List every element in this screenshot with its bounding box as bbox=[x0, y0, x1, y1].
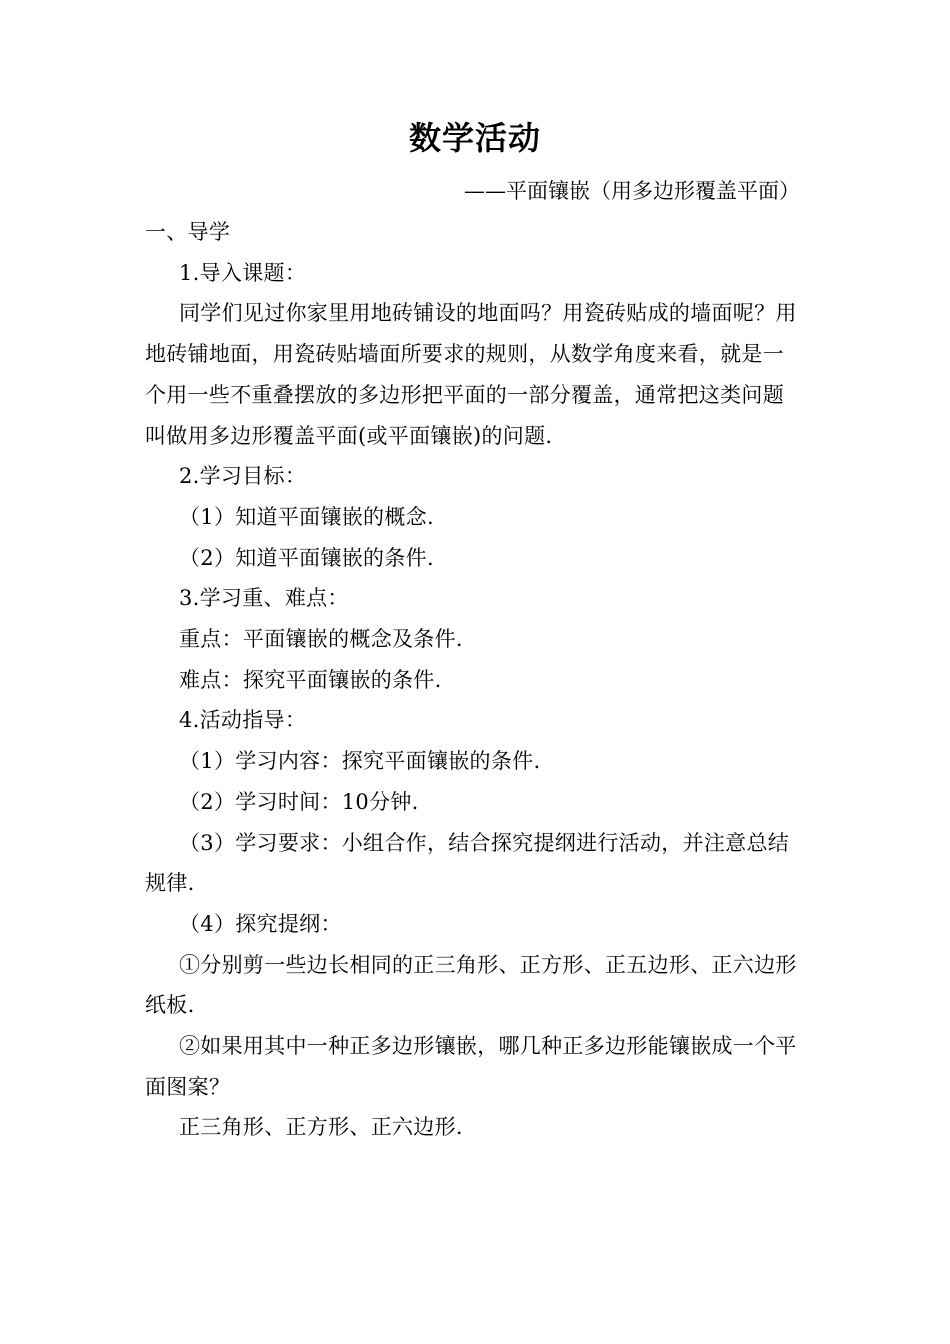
paragraph-guidance-content: （1）学习内容：探究平面镶嵌的条件. bbox=[179, 749, 541, 774]
paragraph-objective-2: （2）知道平面镶嵌的条件. bbox=[179, 545, 434, 570]
paragraph-objective-1: （1）知道平面镶嵌的概念. bbox=[179, 504, 434, 529]
paragraph-intro-text: 同学们见过你家里用地砖铺设的地面吗？用瓷砖贴成的墙面呢？用地砖铺地面，用瓷砖贴墙面所要求的规则，从数学角度来看，就是一个用一些不重叠摆放的多边形把平面的一部分覆盖，通常把这类问题叫做用多边形覆盖平面(或平面镶嵌)的问题. bbox=[145, 301, 797, 448]
paragraph-objectives-heading: 2.学习目标： bbox=[179, 464, 307, 489]
paragraph-outline-step-1: ①分别剪一些边长相同的正三角形、正方形、正五边形、正六边形纸板. bbox=[145, 952, 797, 1018]
paragraph-answer: 正三角形、正方形、正六边形. bbox=[179, 1115, 463, 1140]
section-heading: 一、导学 bbox=[145, 220, 231, 244]
paragraph-outline-step-2: ②如果用其中一种正多边形镶嵌，哪几种正多边形能镶嵌成一个平面图案？ bbox=[145, 1034, 797, 1099]
paragraph-difficulty: 难点：探究平面镶嵌的条件. bbox=[179, 667, 442, 692]
document-body bbox=[145, 212, 805, 1148]
paragraph-outline-heading: （4）探究提纲： bbox=[179, 911, 342, 936]
document-subtitle: ——平面镶嵌（用多边形覆盖平面） bbox=[464, 179, 800, 203]
paragraph-guidance-heading: 4.活动指导： bbox=[179, 708, 307, 733]
paragraph-keypoint: 重点：平面镶嵌的概念及条件. bbox=[179, 627, 463, 652]
paragraph-keypoints-heading: 3.学习重、难点： bbox=[179, 586, 349, 611]
paragraph-intro-heading: 1.导入课题： bbox=[179, 260, 307, 285]
document-title: 数学活动 bbox=[408, 119, 541, 157]
paragraph-guidance-requirement: （3）学习要求：小组合作，结合探究提纲进行活动，并注意总结规律. bbox=[145, 830, 790, 896]
paragraph-guidance-time: （2）学习时间：10分钟. bbox=[179, 789, 419, 814]
